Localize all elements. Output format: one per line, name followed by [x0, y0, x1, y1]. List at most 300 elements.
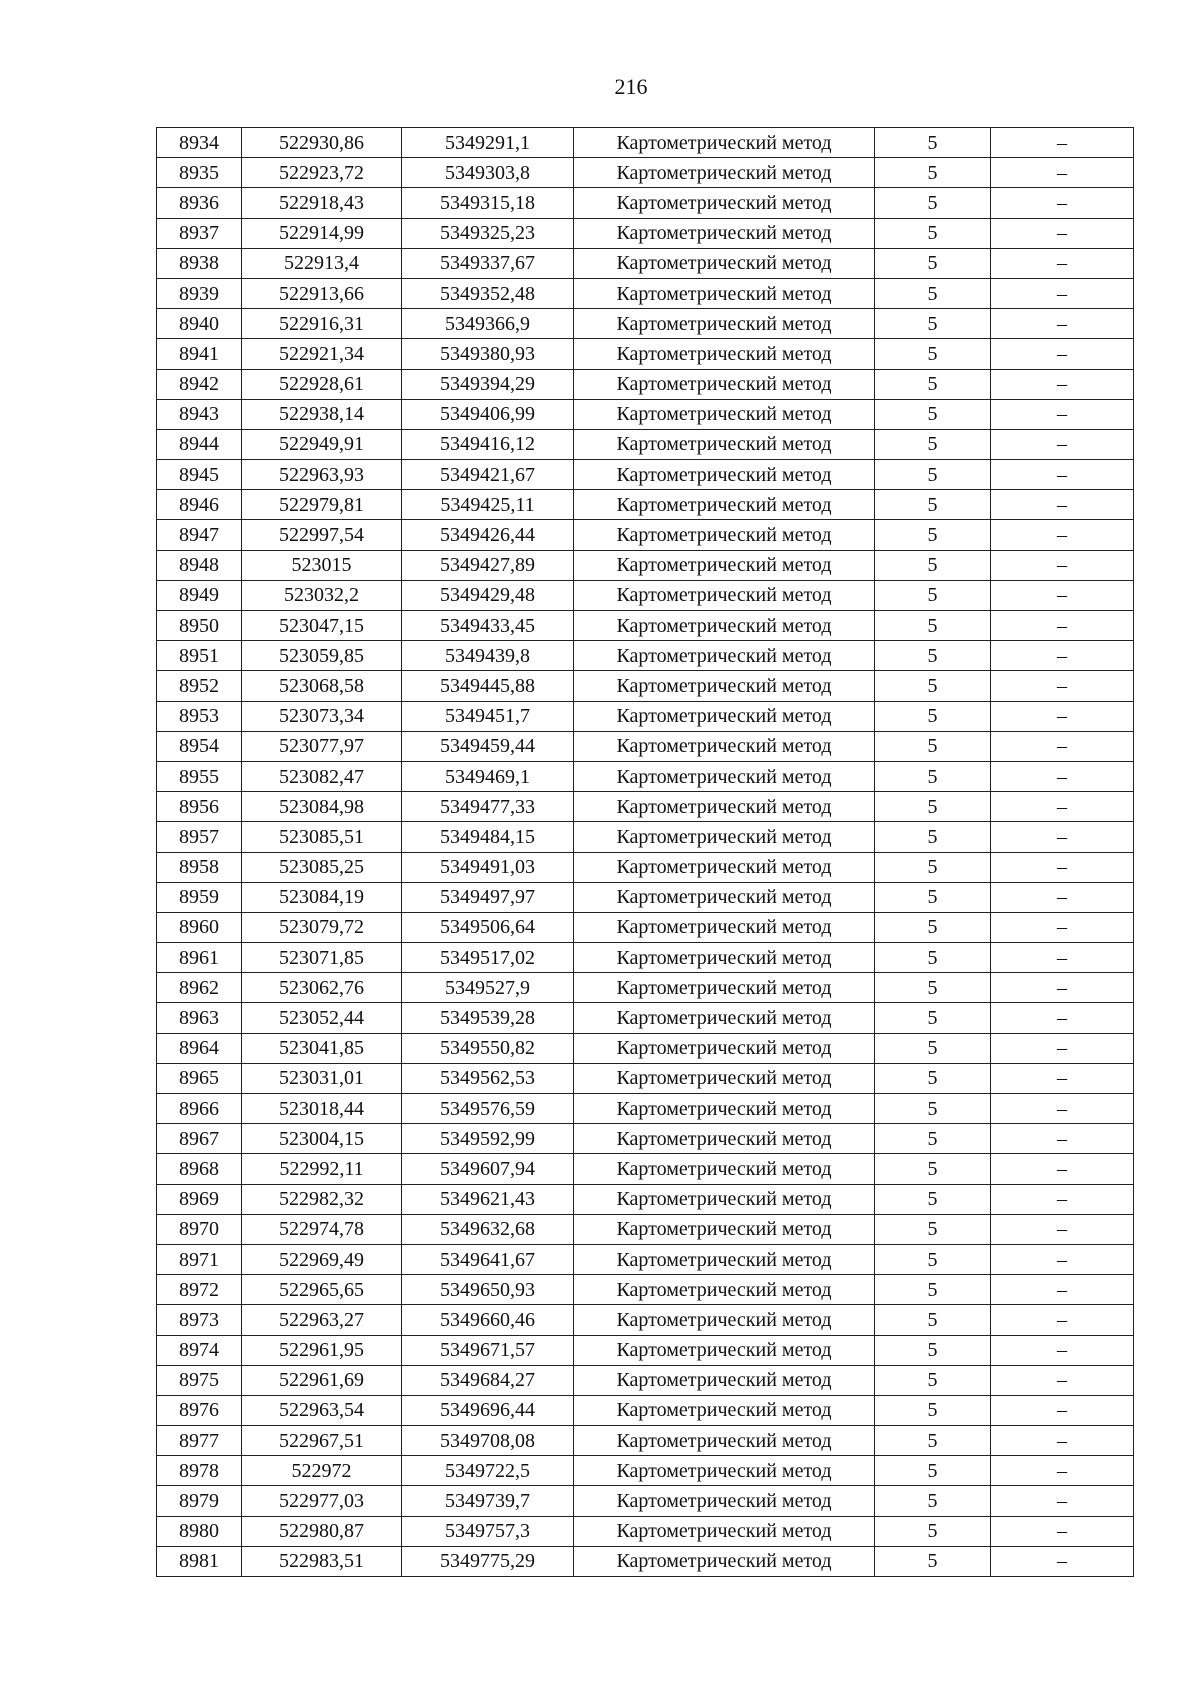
point-number-cell: 8974: [157, 1335, 242, 1365]
method-cell: Картометрический метод: [574, 611, 875, 641]
y-coordinate-cell: 5349315,18: [402, 188, 574, 218]
method-cell: Картометрический метод: [574, 1214, 875, 1244]
x-coordinate-cell: 523085,25: [242, 852, 402, 882]
method-cell: Картометрический метод: [574, 1033, 875, 1063]
accuracy-cell: 5: [875, 1486, 991, 1516]
table-row: [157, 460, 1134, 490]
table-row: [157, 520, 1134, 550]
table-row: [157, 1456, 1134, 1486]
table-row: [157, 248, 1134, 278]
y-coordinate-cell: 5349621,43: [402, 1184, 574, 1214]
point-number-cell: 8939: [157, 278, 242, 308]
note-cell: –: [991, 1003, 1134, 1033]
x-coordinate-cell: 522923,72: [242, 158, 402, 188]
y-coordinate-cell: 5349497,97: [402, 882, 574, 912]
accuracy-cell: 5: [875, 912, 991, 942]
x-coordinate-cell: 522913,66: [242, 278, 402, 308]
x-coordinate-cell: 522977,03: [242, 1486, 402, 1516]
point-number-cell: 8956: [157, 792, 242, 822]
y-coordinate-cell: 5349517,02: [402, 943, 574, 973]
note-cell: –: [991, 248, 1134, 278]
method-cell: Картометрический метод: [574, 339, 875, 369]
note-cell: –: [991, 1546, 1134, 1576]
point-number-cell: 8952: [157, 671, 242, 701]
y-coordinate-cell: 5349708,08: [402, 1426, 574, 1456]
point-number-cell: 8948: [157, 550, 242, 580]
note-cell: –: [991, 580, 1134, 610]
accuracy-cell: 5: [875, 188, 991, 218]
x-coordinate-cell: 522961,69: [242, 1365, 402, 1395]
x-coordinate-cell: 522914,99: [242, 218, 402, 248]
table-row: [157, 641, 1134, 671]
accuracy-cell: 5: [875, 1003, 991, 1033]
accuracy-cell: 5: [875, 460, 991, 490]
accuracy-cell: 5: [875, 1365, 991, 1395]
y-coordinate-cell: 5349506,64: [402, 912, 574, 942]
x-coordinate-cell: 523062,76: [242, 973, 402, 1003]
x-coordinate-cell: 522969,49: [242, 1244, 402, 1274]
coordinates-table: [156, 127, 1134, 1577]
method-cell: Картометрический метод: [574, 1094, 875, 1124]
point-number-cell: 8936: [157, 188, 242, 218]
method-cell: Картометрический метод: [574, 188, 875, 218]
y-coordinate-cell: 5349325,23: [402, 218, 574, 248]
x-coordinate-cell: 523079,72: [242, 912, 402, 942]
method-cell: Картометрический метод: [574, 1365, 875, 1395]
y-coordinate-cell: 5349439,8: [402, 641, 574, 671]
table-row: [157, 822, 1134, 852]
accuracy-cell: 5: [875, 701, 991, 731]
x-coordinate-cell: 522963,54: [242, 1395, 402, 1425]
point-number-cell: 8978: [157, 1456, 242, 1486]
table-row: [157, 580, 1134, 610]
accuracy-cell: 5: [875, 550, 991, 580]
point-number-cell: 8943: [157, 399, 242, 429]
x-coordinate-cell: 523085,51: [242, 822, 402, 852]
y-coordinate-cell: 5349425,11: [402, 490, 574, 520]
point-number-cell: 8945: [157, 460, 242, 490]
accuracy-cell: 5: [875, 641, 991, 671]
y-coordinate-cell: 5349641,67: [402, 1244, 574, 1274]
note-cell: –: [991, 1154, 1134, 1184]
x-coordinate-cell: 523077,97: [242, 731, 402, 761]
point-number-cell: 8966: [157, 1094, 242, 1124]
method-cell: Картометрический метод: [574, 278, 875, 308]
table-row: [157, 369, 1134, 399]
y-coordinate-cell: 5349380,93: [402, 339, 574, 369]
accuracy-cell: 5: [875, 339, 991, 369]
y-coordinate-cell: 5349451,7: [402, 701, 574, 731]
note-cell: –: [991, 309, 1134, 339]
note-cell: –: [991, 339, 1134, 369]
note-cell: –: [991, 611, 1134, 641]
note-cell: –: [991, 1395, 1134, 1425]
accuracy-cell: 5: [875, 1094, 991, 1124]
x-coordinate-cell: 522961,95: [242, 1335, 402, 1365]
accuracy-cell: 5: [875, 1546, 991, 1576]
x-coordinate-cell: 522979,81: [242, 490, 402, 520]
note-cell: –: [991, 128, 1134, 158]
table-row: [157, 671, 1134, 701]
accuracy-cell: 5: [875, 1124, 991, 1154]
accuracy-cell: 5: [875, 761, 991, 791]
y-coordinate-cell: 5349722,5: [402, 1456, 574, 1486]
table-row: [157, 1486, 1134, 1516]
x-coordinate-cell: 523018,44: [242, 1094, 402, 1124]
method-cell: Картометрический метод: [574, 731, 875, 761]
method-cell: Картометрический метод: [574, 550, 875, 580]
point-number-cell: 8947: [157, 520, 242, 550]
method-cell: Картометрический метод: [574, 218, 875, 248]
y-coordinate-cell: 5349459,44: [402, 731, 574, 761]
accuracy-cell: 5: [875, 490, 991, 520]
table-row: [157, 1063, 1134, 1093]
point-number-cell: 8958: [157, 852, 242, 882]
method-cell: Картометрический метод: [574, 429, 875, 459]
accuracy-cell: 5: [875, 852, 991, 882]
table-row: [157, 1365, 1134, 1395]
method-cell: Картометрический метод: [574, 460, 875, 490]
method-cell: Картометрический метод: [574, 1335, 875, 1365]
accuracy-cell: 5: [875, 671, 991, 701]
point-number-cell: 8934: [157, 128, 242, 158]
x-coordinate-cell: 523059,85: [242, 641, 402, 671]
method-cell: Картометрический метод: [574, 1305, 875, 1335]
table-row: [157, 1124, 1134, 1154]
y-coordinate-cell: 5349650,93: [402, 1275, 574, 1305]
point-number-cell: 8935: [157, 158, 242, 188]
table-row: [157, 1214, 1134, 1244]
y-coordinate-cell: 5349445,88: [402, 671, 574, 701]
y-coordinate-cell: 5349592,99: [402, 1124, 574, 1154]
x-coordinate-cell: 523047,15: [242, 611, 402, 641]
point-number-cell: 8941: [157, 339, 242, 369]
note-cell: –: [991, 1124, 1134, 1154]
accuracy-cell: 5: [875, 1426, 991, 1456]
method-cell: Картометрический метод: [574, 761, 875, 791]
point-number-cell: 8950: [157, 611, 242, 641]
accuracy-cell: 5: [875, 580, 991, 610]
point-number-cell: 8962: [157, 973, 242, 1003]
point-number-cell: 8940: [157, 309, 242, 339]
point-number-cell: 8953: [157, 701, 242, 731]
note-cell: –: [991, 520, 1134, 550]
point-number-cell: 8937: [157, 218, 242, 248]
x-coordinate-cell: 523031,01: [242, 1063, 402, 1093]
y-coordinate-cell: 5349660,46: [402, 1305, 574, 1335]
note-cell: –: [991, 429, 1134, 459]
x-coordinate-cell: 522967,51: [242, 1426, 402, 1456]
table-row: [157, 973, 1134, 1003]
method-cell: Картометрический метод: [574, 309, 875, 339]
y-coordinate-cell: 5349337,67: [402, 248, 574, 278]
accuracy-cell: 5: [875, 882, 991, 912]
accuracy-cell: 5: [875, 1184, 991, 1214]
note-cell: –: [991, 550, 1134, 580]
note-cell: –: [991, 641, 1134, 671]
point-number-cell: 8951: [157, 641, 242, 671]
table-row: [157, 731, 1134, 761]
method-cell: Картометрический метод: [574, 580, 875, 610]
table-row: [157, 278, 1134, 308]
accuracy-cell: 5: [875, 128, 991, 158]
accuracy-cell: 5: [875, 369, 991, 399]
note-cell: –: [991, 882, 1134, 912]
table-row: [157, 1094, 1134, 1124]
method-cell: Картометрический метод: [574, 943, 875, 973]
y-coordinate-cell: 5349394,29: [402, 369, 574, 399]
x-coordinate-cell: 522916,31: [242, 309, 402, 339]
method-cell: Картометрический метод: [574, 1426, 875, 1456]
accuracy-cell: 5: [875, 1456, 991, 1486]
y-coordinate-cell: 5349562,53: [402, 1063, 574, 1093]
accuracy-cell: 5: [875, 309, 991, 339]
note-cell: –: [991, 973, 1134, 1003]
point-number-cell: 8976: [157, 1395, 242, 1425]
y-coordinate-cell: 5349671,57: [402, 1335, 574, 1365]
method-cell: Картометрический метод: [574, 1184, 875, 1214]
y-coordinate-cell: 5349426,44: [402, 520, 574, 550]
y-coordinate-cell: 5349469,1: [402, 761, 574, 791]
table-row: [157, 1003, 1134, 1033]
table-row: [157, 792, 1134, 822]
point-number-cell: 8979: [157, 1486, 242, 1516]
y-coordinate-cell: 5349539,28: [402, 1003, 574, 1033]
note-cell: –: [991, 399, 1134, 429]
note-cell: –: [991, 912, 1134, 942]
x-coordinate-cell: 523004,15: [242, 1124, 402, 1154]
x-coordinate-cell: 522963,93: [242, 460, 402, 490]
method-cell: Картометрический метод: [574, 792, 875, 822]
note-cell: –: [991, 490, 1134, 520]
accuracy-cell: 5: [875, 248, 991, 278]
table-row: [157, 1335, 1134, 1365]
accuracy-cell: 5: [875, 1516, 991, 1546]
note-cell: –: [991, 1214, 1134, 1244]
note-cell: –: [991, 1456, 1134, 1486]
accuracy-cell: 5: [875, 731, 991, 761]
y-coordinate-cell: 5349477,33: [402, 792, 574, 822]
x-coordinate-cell: 522983,51: [242, 1546, 402, 1576]
table-row: [157, 1244, 1134, 1274]
accuracy-cell: 5: [875, 1335, 991, 1365]
x-coordinate-cell: 522980,87: [242, 1516, 402, 1546]
method-cell: Картометрический метод: [574, 671, 875, 701]
method-cell: Картометрический метод: [574, 369, 875, 399]
method-cell: Картометрический метод: [574, 973, 875, 1003]
point-number-cell: 8957: [157, 822, 242, 852]
point-number-cell: 8972: [157, 1275, 242, 1305]
method-cell: Картометрический метод: [574, 882, 875, 912]
x-coordinate-cell: 522928,61: [242, 369, 402, 399]
x-coordinate-cell: 522918,43: [242, 188, 402, 218]
table-row: [157, 309, 1134, 339]
method-cell: Картометрический метод: [574, 1456, 875, 1486]
table-row: [157, 611, 1134, 641]
table-row: [157, 1546, 1134, 1576]
note-cell: –: [991, 1033, 1134, 1063]
y-coordinate-cell: 5349416,12: [402, 429, 574, 459]
method-cell: Картометрический метод: [574, 1275, 875, 1305]
method-cell: Картометрический метод: [574, 822, 875, 852]
x-coordinate-cell: 523068,58: [242, 671, 402, 701]
point-number-cell: 8938: [157, 248, 242, 278]
method-cell: Картометрический метод: [574, 520, 875, 550]
y-coordinate-cell: 5349491,03: [402, 852, 574, 882]
table-row: [157, 852, 1134, 882]
point-number-cell: 8964: [157, 1033, 242, 1063]
x-coordinate-cell: 523073,34: [242, 701, 402, 731]
point-number-cell: 8977: [157, 1426, 242, 1456]
note-cell: –: [991, 701, 1134, 731]
x-coordinate-cell: 522997,54: [242, 520, 402, 550]
method-cell: Картометрический метод: [574, 852, 875, 882]
x-coordinate-cell: 523084,98: [242, 792, 402, 822]
accuracy-cell: 5: [875, 792, 991, 822]
y-coordinate-cell: 5349757,3: [402, 1516, 574, 1546]
note-cell: –: [991, 731, 1134, 761]
note-cell: –: [991, 1365, 1134, 1395]
x-coordinate-cell: 522938,14: [242, 399, 402, 429]
accuracy-cell: 5: [875, 520, 991, 550]
method-cell: Картометрический метод: [574, 1516, 875, 1546]
point-number-cell: 8959: [157, 882, 242, 912]
note-cell: –: [991, 792, 1134, 822]
table-row: [157, 429, 1134, 459]
note-cell: –: [991, 822, 1134, 852]
y-coordinate-cell: 5349632,68: [402, 1214, 574, 1244]
table-row: [157, 912, 1134, 942]
point-number-cell: 8961: [157, 943, 242, 973]
y-coordinate-cell: 5349527,9: [402, 973, 574, 1003]
method-cell: Картометрический метод: [574, 399, 875, 429]
note-cell: –: [991, 671, 1134, 701]
method-cell: Картометрический метод: [574, 1154, 875, 1184]
note-cell: –: [991, 852, 1134, 882]
point-number-cell: 8970: [157, 1214, 242, 1244]
y-coordinate-cell: 5349576,59: [402, 1094, 574, 1124]
note-cell: –: [991, 460, 1134, 490]
table-row: [157, 1033, 1134, 1063]
y-coordinate-cell: 5349684,27: [402, 1365, 574, 1395]
note-cell: –: [991, 1335, 1134, 1365]
point-number-cell: 8980: [157, 1516, 242, 1546]
y-coordinate-cell: 5349739,7: [402, 1486, 574, 1516]
point-number-cell: 8967: [157, 1124, 242, 1154]
note-cell: –: [991, 218, 1134, 248]
x-coordinate-cell: 522982,32: [242, 1184, 402, 1214]
accuracy-cell: 5: [875, 158, 991, 188]
note-cell: –: [991, 1426, 1134, 1456]
table-row: [157, 1275, 1134, 1305]
point-number-cell: 8944: [157, 429, 242, 459]
note-cell: –: [991, 1486, 1134, 1516]
accuracy-cell: 5: [875, 822, 991, 852]
accuracy-cell: 5: [875, 399, 991, 429]
point-number-cell: 8965: [157, 1063, 242, 1093]
table-row: [157, 761, 1134, 791]
method-cell: Картометрический метод: [574, 701, 875, 731]
x-coordinate-cell: 523071,85: [242, 943, 402, 973]
y-coordinate-cell: 5349421,67: [402, 460, 574, 490]
x-coordinate-cell: 522963,27: [242, 1305, 402, 1335]
method-cell: Картометрический метод: [574, 1063, 875, 1093]
y-coordinate-cell: 5349352,48: [402, 278, 574, 308]
accuracy-cell: 5: [875, 943, 991, 973]
accuracy-cell: 5: [875, 1154, 991, 1184]
table-row: [157, 339, 1134, 369]
method-cell: Картометрический метод: [574, 641, 875, 671]
table-row: [157, 1154, 1134, 1184]
method-cell: Картометрический метод: [574, 158, 875, 188]
note-cell: –: [991, 1275, 1134, 1305]
method-cell: Картометрический метод: [574, 490, 875, 520]
x-coordinate-cell: 522930,86: [242, 128, 402, 158]
note-cell: –: [991, 1184, 1134, 1214]
y-coordinate-cell: 5349303,8: [402, 158, 574, 188]
coordinates-table-body: [157, 128, 1134, 1577]
accuracy-cell: 5: [875, 1033, 991, 1063]
y-coordinate-cell: 5349429,48: [402, 580, 574, 610]
accuracy-cell: 5: [875, 973, 991, 1003]
method-cell: Картометрический метод: [574, 1546, 875, 1576]
point-number-cell: 8969: [157, 1184, 242, 1214]
point-number-cell: 8963: [157, 1003, 242, 1033]
method-cell: Картометрический метод: [574, 1003, 875, 1033]
table-row: [157, 218, 1134, 248]
accuracy-cell: 5: [875, 1395, 991, 1425]
y-coordinate-cell: 5349550,82: [402, 1033, 574, 1063]
accuracy-cell: 5: [875, 1063, 991, 1093]
point-number-cell: 8981: [157, 1546, 242, 1576]
table-row: [157, 490, 1134, 520]
x-coordinate-cell: 522972: [242, 1456, 402, 1486]
x-coordinate-cell: 522965,65: [242, 1275, 402, 1305]
x-coordinate-cell: 523084,19: [242, 882, 402, 912]
table-row: [157, 1184, 1134, 1214]
point-number-cell: 8968: [157, 1154, 242, 1184]
note-cell: –: [991, 158, 1134, 188]
table-row: [157, 158, 1134, 188]
table-row: [157, 1516, 1134, 1546]
y-coordinate-cell: 5349291,1: [402, 128, 574, 158]
x-coordinate-cell: 523082,47: [242, 761, 402, 791]
table-row: [157, 882, 1134, 912]
table-row: [157, 188, 1134, 218]
table-row: [157, 550, 1134, 580]
y-coordinate-cell: 5349406,99: [402, 399, 574, 429]
method-cell: Картометрический метод: [574, 1486, 875, 1516]
note-cell: –: [991, 1244, 1134, 1274]
table-row: [157, 1305, 1134, 1335]
table-row: [157, 399, 1134, 429]
page-number: 216: [614, 74, 648, 99]
table-row: [157, 128, 1134, 158]
point-number-cell: 8973: [157, 1305, 242, 1335]
y-coordinate-cell: 5349433,45: [402, 611, 574, 641]
note-cell: –: [991, 943, 1134, 973]
point-number-cell: 8946: [157, 490, 242, 520]
x-coordinate-cell: 523032,2: [242, 580, 402, 610]
note-cell: –: [991, 188, 1134, 218]
accuracy-cell: 5: [875, 1275, 991, 1305]
y-coordinate-cell: 5349775,29: [402, 1546, 574, 1576]
point-number-cell: 8955: [157, 761, 242, 791]
method-cell: Картометрический метод: [574, 912, 875, 942]
y-coordinate-cell: 5349484,15: [402, 822, 574, 852]
y-coordinate-cell: 5349696,44: [402, 1395, 574, 1425]
accuracy-cell: 5: [875, 611, 991, 641]
